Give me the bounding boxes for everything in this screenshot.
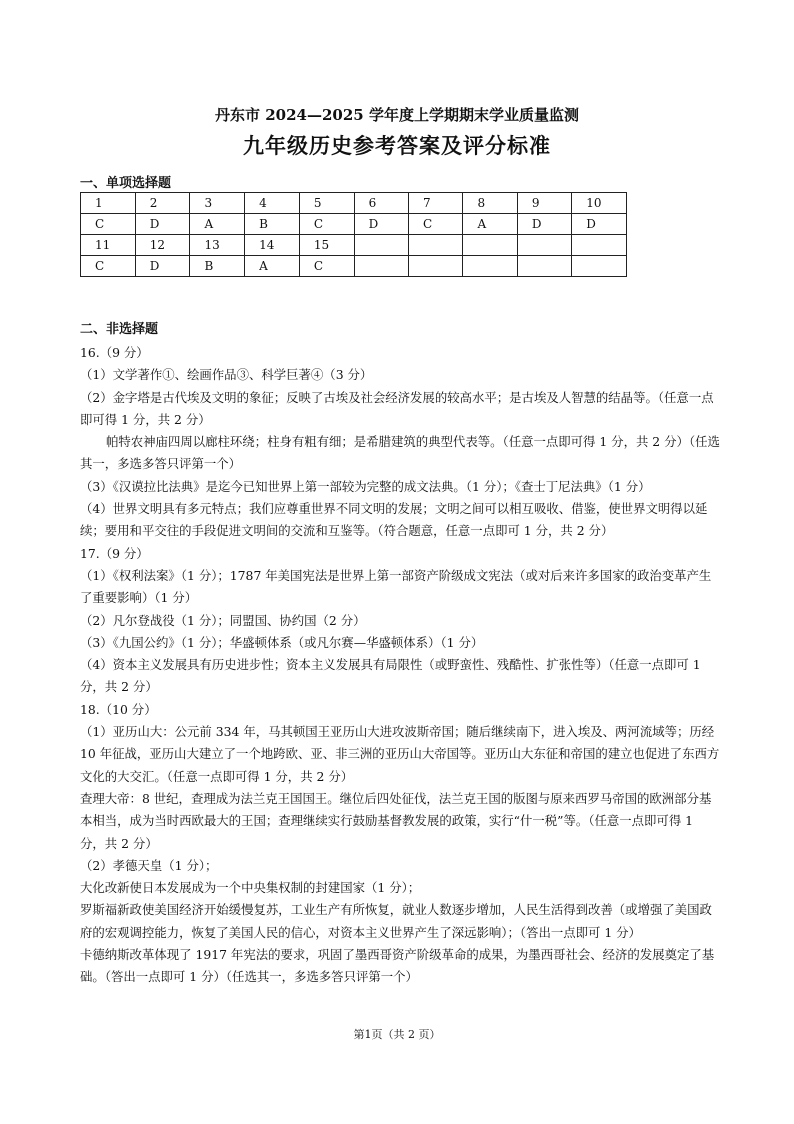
q17-part1: （1）《权利法案》（1 分）；1787 年美国宪法是世界上第一部资产阶级成文宪法（或对后来许多国家的政治变革产生了重要影响）（1 分）	[80, 567, 712, 606]
table-cell: D	[572, 214, 627, 235]
table-cell: A	[245, 256, 300, 277]
section-title-choice: 一、单项选择题	[80, 176, 172, 191]
table-cell: D	[135, 256, 190, 277]
table-cell: B	[245, 214, 300, 235]
section-title-nonchoice: 二、非选择题	[80, 322, 159, 337]
table-cell: 9	[517, 193, 571, 214]
answer-table	[80, 192, 627, 277]
table-cell	[409, 256, 463, 277]
table-row	[81, 193, 627, 214]
table-cell: 15	[299, 235, 354, 256]
table-row	[81, 235, 627, 256]
table-cell: 11	[81, 235, 136, 256]
table-cell: C	[409, 214, 463, 235]
q17-part3: （3）《九国公约》（1 分）；华盛顿体系（或凡尔赛—华盛顿体系）（1 分）	[80, 634, 484, 650]
table-cell	[463, 256, 517, 277]
document-title: 九年级历史参考答案及评分标准	[243, 133, 551, 158]
q16-part1: （1）文学著作①、绘画作品③、科学巨著④（3 分）	[80, 367, 373, 383]
q16-part2-egypt: （2）金字塔是古代埃及文明的象征；反映了古埃及社会经济发展的较高水平；是古埃及人智慧的结晶等。（任意一点即可得 1 分，共 2 分）	[80, 389, 714, 427]
table-cell	[354, 235, 408, 256]
table-row	[81, 256, 627, 277]
table-cell: C	[81, 214, 136, 235]
table-cell: 4	[245, 193, 300, 214]
table-cell: C	[299, 256, 354, 277]
q18-taika-reform: 大化改新使日本发展成为一个中央集权制的封建国家（1 分）；	[80, 880, 421, 896]
table-cell: 1	[81, 193, 136, 214]
q16-part3: （3）《汉谟拉比法典》是迄今已知世界上第一部较为完整的成文法典。（1 分）；《查士丁尼法典》（1 分）	[80, 478, 651, 494]
table-cell: 8	[463, 193, 517, 214]
table-cell: 10	[572, 193, 627, 214]
table-cell: C	[81, 256, 136, 277]
exam-header: 丹东市 2024—2025 学年度上学期期末学业质量监测	[215, 106, 579, 124]
table-cell: B	[190, 256, 245, 277]
answer-body	[80, 342, 720, 989]
q18-new-deal: 罗斯福新政使美国经济开始缓慢复苏，工业生产有所恢复，就业人数逐步增加，人民生活得到改善（或增强了美国政府的宏观调控能力，恢复了美国人民的信心，对资本主义世界产生了深远影响）；（答出一点即可 1 分）	[80, 902, 712, 940]
table-cell: A	[190, 214, 245, 235]
table-cell: D	[135, 214, 190, 235]
table-cell	[572, 235, 627, 256]
table-cell: D	[517, 214, 571, 235]
table-cell: 13	[190, 235, 245, 256]
q17-heading: 17.（9 分）	[80, 545, 149, 561]
table-cell: 6	[354, 193, 408, 214]
q16-part4: （4）世界文明具有多元特点；我们应尊重世界不同文明的发展；文明之间可以相互吸收、借鉴，使世界文明得以延续；要用和平交往的手段促进文明间的交流和互鉴等。（符合题意，任意一点即可 1 分，共 2 分）	[80, 501, 708, 539]
page-number: 第1页（共 2 页）	[353, 1028, 441, 1041]
table-row	[81, 214, 627, 235]
table-cell: A	[463, 214, 517, 235]
q18-cardenas-reform: 卡德纳斯改革体现了 1917 年宪法的要求，巩固了墨西哥资产阶级革命的成果，为墨西哥社会、经济的发展奠定了基础。（答出一点即可 1 分）（任选其一，多选多答只评第一个）	[80, 947, 715, 985]
table-cell: 7	[409, 193, 463, 214]
table-cell	[463, 235, 517, 256]
table-cell	[409, 235, 463, 256]
table-cell: D	[354, 214, 408, 235]
q17-part2: （2）凡尔登战役（1 分）；同盟国、协约国（2 分）	[80, 612, 366, 628]
table-cell: 2	[135, 193, 190, 214]
q16-part2-greece: 帕特农神庙四周以廊柱环绕；柱身有粗有细；是希腊建筑的典型代表等。（任意一点即可得 1 分，共 2 分）（任选其一，多选多答只评第一个）	[80, 434, 720, 472]
table-cell	[572, 256, 627, 277]
table-cell: 5	[299, 193, 354, 214]
q18-part2: （2）孝德天皇（1 分）；	[80, 857, 218, 873]
table-cell: C	[299, 214, 354, 235]
q18-heading: 18.（10 分）	[80, 701, 157, 717]
q17-part4: （4）资本主义发展具有历史进步性；资本主义发展具有局限性（或野蛮性、残酷性、扩张性等）（任意一点即可 1 分，共 2 分）	[80, 657, 701, 695]
table-cell	[354, 256, 408, 277]
table-cell	[517, 235, 571, 256]
q18-part1-charlemagne: 查理大帝：8 世纪，查理成为法兰克王国国王。继位后四处征伐，法兰克王国的版图与原来西罗马帝国的欧洲部分基本相当，成为当时西欧最大的王国；查理继续实行鼓励基督教发展的政策，实行“什一税”等。（任意一点即可得 1 分，共 2 分）	[80, 790, 712, 851]
table-cell: 3	[190, 193, 245, 214]
table-cell: 14	[245, 235, 300, 256]
q16-heading: 16.（9 分）	[80, 345, 149, 360]
table-cell: 12	[135, 235, 190, 256]
table-cell	[517, 256, 571, 277]
q18-part1-alexander: （1）亚历山大：公元前 334 年，马其顿国王亚历山大进攻波斯帝国；随后继续南下，进入埃及、两河流域等；历经 10 年征战，亚历山大建立了一个地跨欧、亚、非三洲的亚历山大帝国等。亚历山大东征和帝国的建立也促进了东西方文化的大交汇。（任意一点即可得 1 分，共 2 分）	[80, 724, 720, 784]
